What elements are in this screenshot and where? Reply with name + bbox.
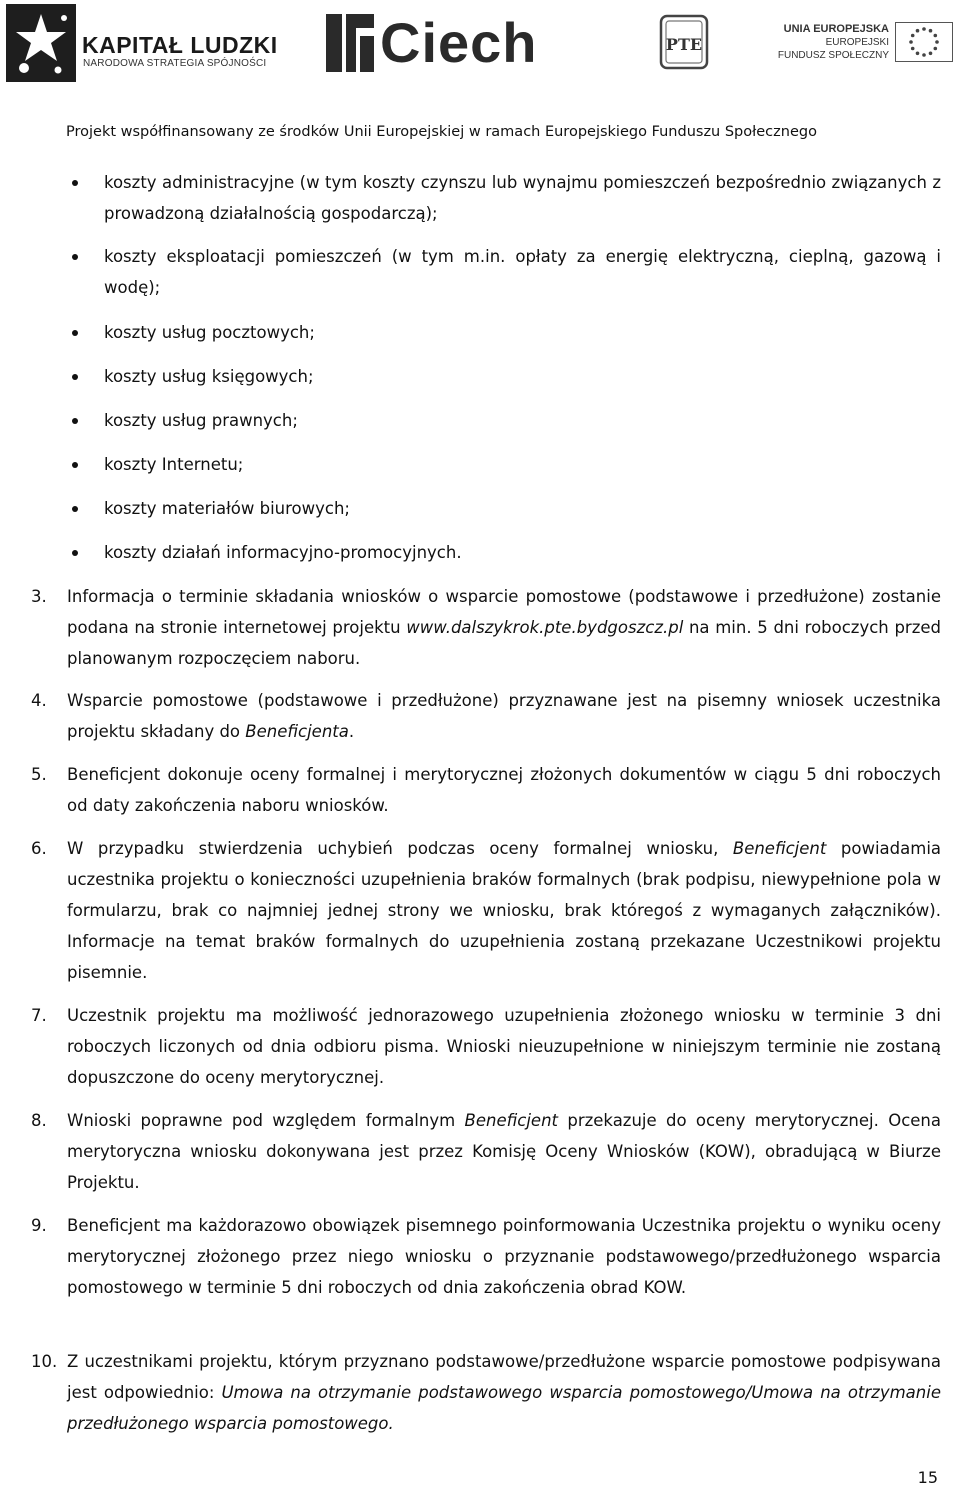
list-item: koszty usług księgowych;	[104, 361, 941, 392]
item-number: 4.	[31, 691, 47, 710]
numbered-item-8	[31, 1105, 941, 1198]
item-text: Z uczestnikami projektu, którym przyznano podstawowe/przedłużone wsparcie pomostowe podpisywana jest odpowiednio:	[67, 1352, 941, 1402]
pte-logo-text: PTE	[665, 35, 703, 54]
item-emphasis: Beneficjent	[732, 839, 827, 858]
ciech-mark-icon	[326, 14, 374, 72]
numbered-item-6	[31, 833, 942, 988]
kapital-ludzki-title: KAPITAŁ LUDZKI	[82, 32, 278, 58]
numbered-item-10	[31, 1346, 941, 1439]
item-text: Wsparcie pomostowe (podstawowe i przedłużone) przyznawane jest na pisemny wniosek uczestnika projektu składany do	[67, 691, 941, 741]
page-number: 15	[917, 1468, 938, 1487]
numbered-item-9	[31, 1210, 941, 1303]
numbered-item-3	[31, 581, 941, 674]
project-website-link[interactable]: www.dalszykrok.pte.bydgoszcz.pl	[406, 618, 684, 637]
item-emphasis: Beneficjenta	[245, 722, 349, 741]
item-number: 9.	[31, 1216, 47, 1235]
item-text: przekazuje do oceny merytorycznej. Ocena merytoryczna wniosku dokonywana jest przez Komisję Oceny Wniosków (KOW), obradującą w Biurze Projektu.	[67, 1111, 941, 1192]
eu-logo	[768, 22, 953, 74]
item-emphasis: Beneficjent	[464, 1111, 559, 1130]
numbered-item-7	[31, 1000, 941, 1093]
item-number: 8.	[31, 1111, 47, 1130]
item-text: Uczestnik projektu ma możliwość jednorazowego uzupełnienia złożonego wniosku w terminie 3 dni roboczych liczonych od dnia odbioru pisma. Wnioski nieuzupełnione w niniejszym terminie nie zostaną dopuszczone do oceny merytorycznej.	[67, 1006, 941, 1087]
item-number: 7.	[31, 1006, 47, 1025]
list-item: koszty usług pocztowych;	[104, 317, 941, 348]
ciech-logo	[326, 11, 591, 74]
project-funding-line: Projekt współfinansowany ze środków Unii Europejskiej w ramach Europejskiego Funduszu Społecznego	[66, 124, 817, 140]
item-text: Informacja o terminie składania wniosków o wsparcie pomostowe (podstawowe i przedłużone) zostanie podana na stronie internetowej projektu	[67, 587, 941, 637]
list-item: koszty eksploatacji pomieszczeń (w tym m.in. opłaty za energię elektryczną, cieplną, gazową i wodę);	[104, 241, 941, 303]
numbered-item-5	[31, 759, 941, 821]
item-number: 5.	[31, 765, 47, 784]
item-number: 3.	[31, 587, 47, 606]
item-text: powiadamia uczestnika projektu o konieczności uzupełnienia braków formalnych (brak podpisu, niewypełnione pola w formularzu, brak co najmniej jednej strony we wniosku, brak któregoś z wymaganych załączników). Informacje na temat braków formalnych do uzupełnienia zostaną przekazane Uczestnikowi projektu pisemnie.	[67, 839, 942, 982]
item-number: 10.	[31, 1352, 58, 1371]
kapital-ludzki-subtitle: NARODOWA STRATEGIA SPÓJNOŚCI	[83, 58, 267, 69]
eu-logo-line2: EUROPEJSKI	[825, 37, 889, 48]
eu-logo-line1: UNIA EUROPEJSKA	[783, 23, 889, 35]
list-item: koszty działań informacyjno-promocyjnych.	[104, 537, 941, 568]
item-text: Beneficjent dokonuje oceny formalnej i merytorycznej złożonych dokumentów w ciągu 5 dni roboczych od daty zakończenia naboru wniosków.	[67, 765, 941, 815]
numbered-item-4	[31, 685, 941, 747]
list-item: koszty Internetu;	[104, 449, 941, 480]
list-item: koszty administracyjne (w tym koszty czynszu lub wynajmu pomieszczeń bezpośrednio związanych z prowadzoną działalnością gospodarczą);	[104, 167, 941, 229]
eu-logo-text	[778, 22, 889, 62]
item-emphasis: Umowa na otrzymanie podstawowego wsparcia pomostowego/Umowa na otrzymanie przedłużonego wsparcia pomostowego.	[67, 1383, 941, 1433]
list-item: koszty materiałów biurowych;	[104, 493, 941, 524]
item-text: .	[348, 722, 355, 741]
eu-flag-icon	[895, 22, 953, 62]
eu-logo-line3: FUNDUSZ SPOŁECZNY	[777, 50, 889, 61]
kapital-ludzki-emblem-icon	[6, 4, 76, 82]
item-number: 6.	[31, 839, 47, 858]
pte-logo	[659, 14, 709, 70]
ciech-wordmark: Ciech	[380, 11, 538, 74]
item-text: Wnioski poprawne pod względem formalnym	[67, 1111, 465, 1130]
item-text: Beneficjent ma każdorazowo obowiązek pisemnego poinformowania Uczestnika projektu o wyniku oceny merytorycznej złożonego przez niego wniosku o przyznanie podstawowego/przedłużonego wsparcia pomostowego w terminie 5 dni roboczych od dnia zakończenia obrad KOW.	[67, 1216, 941, 1297]
list-item: koszty usług prawnych;	[104, 405, 941, 436]
kapital-ludzki-logo	[6, 4, 278, 82]
item-text: na min. 5 dni roboczych przed planowanym rozpoczęciem naboru.	[67, 618, 941, 668]
item-text: W przypadku stwierdzenia uchybień podczas oceny formalnej wniosku,	[67, 839, 733, 858]
